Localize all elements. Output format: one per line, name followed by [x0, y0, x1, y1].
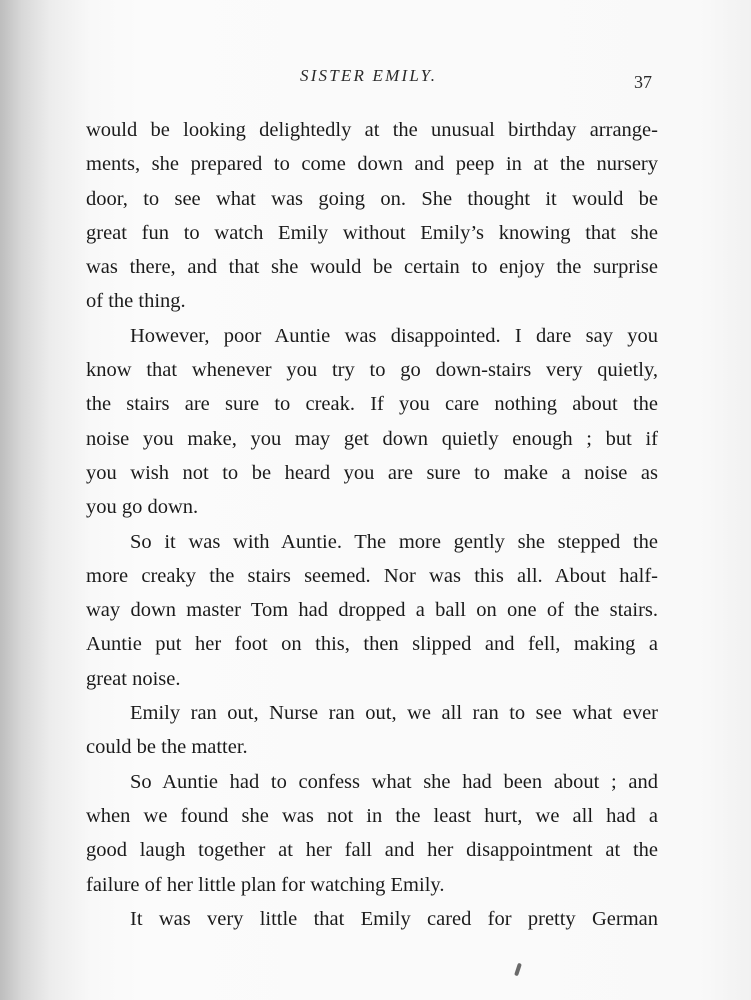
text-line: Auntie put her foot on this, then slipped and fell, making a	[86, 633, 658, 656]
text-line: know that whenever you try to go down-stairs very quietly,	[86, 359, 658, 382]
text-line: So it was with Auntie. The more gently she stepped the	[130, 530, 658, 553]
text-line: However, poor Auntie was disappointed. I dare say you	[130, 324, 658, 347]
text-line: failure of her little plan for watching Emily.	[86, 873, 445, 896]
text-line: noise you make, you may get down quietly enough ; but if	[86, 427, 658, 450]
text-line: could be the matter.	[86, 736, 248, 759]
text-line: would be looking delightedly at the unusual birthday arrange-	[86, 119, 658, 141]
text-line: ments, she prepared to come down and peep in at the nursery	[86, 153, 658, 176]
text-line: the stairs are sure to creak. If you care nothing about the	[86, 393, 658, 416]
text-line: door, to see what was going on. She thought it would be	[86, 187, 658, 210]
text-line: of the thing.	[86, 290, 186, 313]
text-line: good laugh together at her fall and her disappointment at the	[86, 839, 658, 862]
text-line: great fun to watch Emily without Emily’s knowing that she	[86, 221, 658, 244]
text-line: So Auntie had to confess what she had been about ; and	[130, 770, 658, 793]
text-line: Emily ran out, Nurse ran out, we all ran to see what ever	[130, 702, 658, 725]
page-number: 37	[634, 72, 652, 92]
text-line: way down master Tom had dropped a ball on one of the stairs.	[86, 599, 658, 622]
text-line: when we found she was not in the least hurt, we all had a	[86, 804, 658, 827]
text-line: It was very little that Emily cared for pretty German	[130, 907, 658, 930]
text-line: you go down.	[86, 496, 199, 519]
text-line: you wish not to be heard you are sure to make a noise as	[86, 461, 658, 484]
text-line: was there, and that she would be certain to enjoy the surprise	[86, 256, 658, 279]
running-header	[0, 66, 751, 92]
body-text	[86, 113, 658, 936]
running-title: SISTER EMILY.	[300, 66, 438, 85]
text-line: more creaky the stairs seemed. Nor was this all. About half-	[86, 564, 658, 587]
text-line: great noise.	[86, 667, 181, 690]
